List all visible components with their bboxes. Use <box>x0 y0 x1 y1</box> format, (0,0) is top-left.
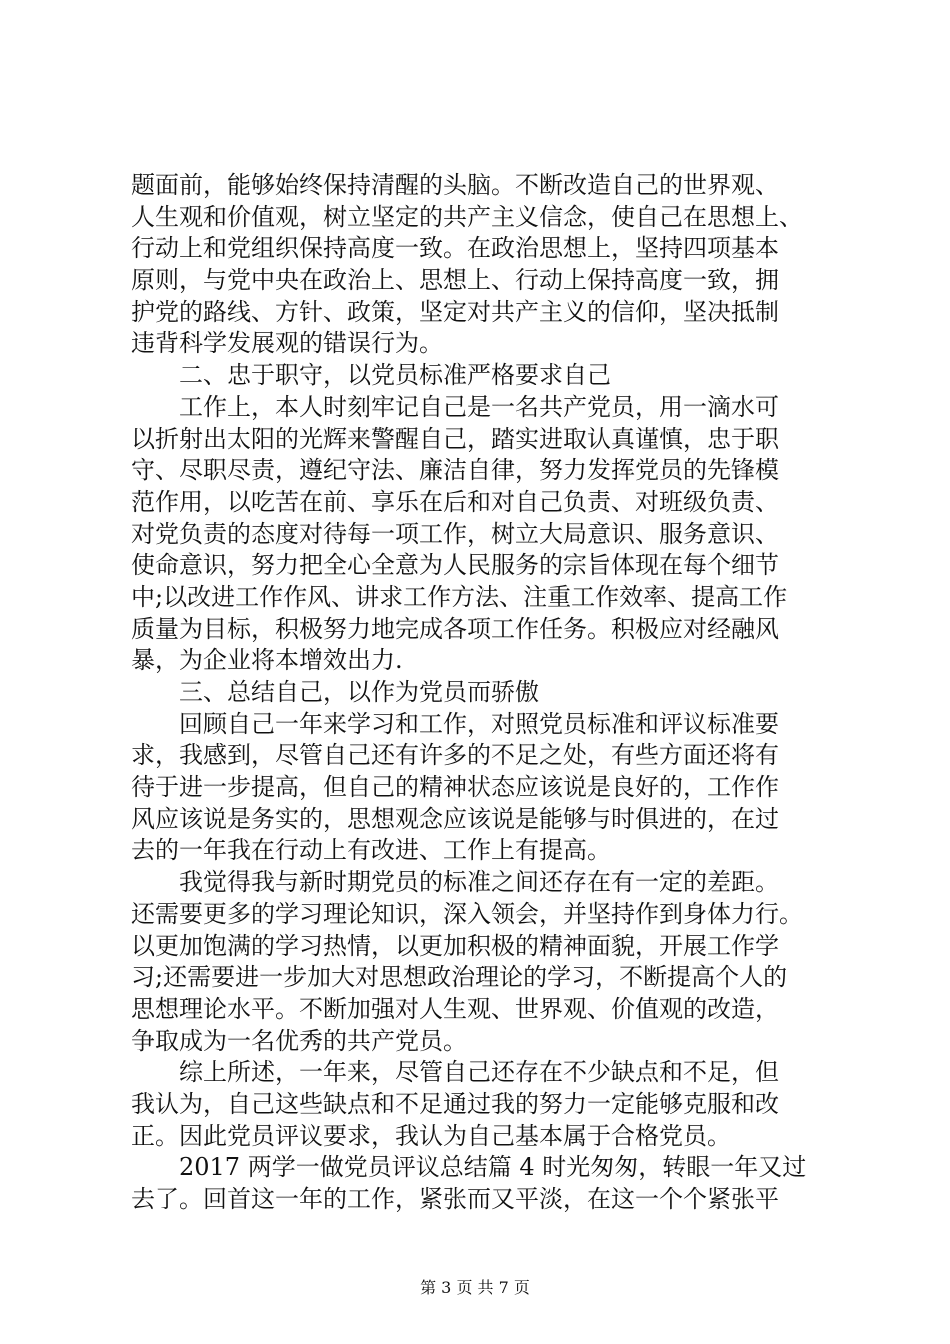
text-line: 对党负责的态度对待每一项工作，树立大局意识、服务意识、 <box>131 519 779 548</box>
text-line: 综上所述，一年来，尽管自己还存在不少缺点和不足，但 <box>131 1058 779 1087</box>
section-heading: 二、忠于职守，以党员标准严格要求自己 <box>131 361 611 390</box>
text-line: 我觉得我与新时期党员的标准之间还存在有一定的差距。 <box>131 868 779 897</box>
text-line: 以更加饱满的学习热情，以更加积极的精神面貌，开展工作学 <box>131 931 779 960</box>
text-line: 正。因此党员评议要求，我认为自己基本属于合格党员。 <box>131 1121 731 1150</box>
text-line: 回顾自己一年来学习和工作，对照党员标准和评议标准要 <box>131 709 779 738</box>
text-line: 我认为，自己这些缺点和不足通过我的努力一定能够克服和改 <box>131 1089 779 1118</box>
text-line: 护党的路线、方针、政策，坚定对共产主义的信仰，坚决抵制 <box>131 297 779 326</box>
text-line: 暴，为企业将本增效出力. <box>131 646 403 675</box>
text-line: 中;以改进工作作风、讲求工作方法、注重工作效率、提高工作 <box>131 582 788 611</box>
document-body <box>131 170 831 1216</box>
text-line: 原则，与党中央在政治上、思想上、行动上保持高度一致，拥 <box>131 266 779 295</box>
text-line: 2017 两学一做党员评议总结篇 4 时光匆匆，转眼一年又过 <box>131 1153 807 1182</box>
text-line: 去的一年我在行动上有改进、工作上有提高。 <box>131 836 611 865</box>
text-line: 思想理论水平。不断加强对人生观、世界观、价值观的改造， <box>131 994 779 1023</box>
text-line: 守、尽职尽责，遵纪守法、廉洁自律，努力发挥党员的先锋模 <box>131 456 779 485</box>
text-line: 还需要更多的学习理论知识，深入领会，并坚持作到身体力行。 <box>131 899 803 928</box>
text-line: 质量为目标，积极努力地完成各项工作任务。积极应对经融风 <box>131 614 779 643</box>
text-line: 求，我感到，尽管自己还有许多的不足之处，有些方面还将有 <box>131 741 779 770</box>
text-line: 人生观和价值观，树立坚定的共产主义信念，使自己在思想上、 <box>131 202 803 231</box>
text-line: 违背科学发展观的错误行为。 <box>131 329 443 358</box>
text-line: 待于进一步提高，但自己的精神状态应该说是良好的，工作作 <box>131 773 779 802</box>
section-heading: 三、总结自己，以作为党员而骄傲 <box>131 678 539 706</box>
text-line: 以折射出太阳的光辉来警醒自己，踏实进取认真谨慎，忠于职 <box>131 424 779 453</box>
page-footer: 第 3 页 共 7 页 <box>420 1278 530 1297</box>
text-line: 使命意识，努力把全心全意为人民服务的宗旨体现在每个细节 <box>131 551 779 580</box>
text-line: 范作用，以吃苦在前、享乐在后和对自己负责、对班级负责、 <box>131 487 779 516</box>
text-line: 争取成为一名优秀的共产党员。 <box>131 1026 467 1055</box>
text-line: 工作上，本人时刻牢记自己是一名共产党员，用一滴水可 <box>131 392 779 421</box>
text-line: 行动上和党组织保持高度一致。在政治思想上，坚持四项基本 <box>131 234 779 263</box>
text-line: 题面前，能够始终保持清醒的头脑。不断改造自己的世界观、 <box>131 171 779 199</box>
text-line: 习;还需要进一步加大对思想政治理论的学习，不断提高个人的 <box>131 963 788 992</box>
text-line: 去了。回首这一年的工作，紧张而又平淡，在这一个个紧张平 <box>131 1185 779 1213</box>
text-line: 风应该说是务实的，思想观念应该说是能够与时俱进的，在过 <box>131 804 779 833</box>
